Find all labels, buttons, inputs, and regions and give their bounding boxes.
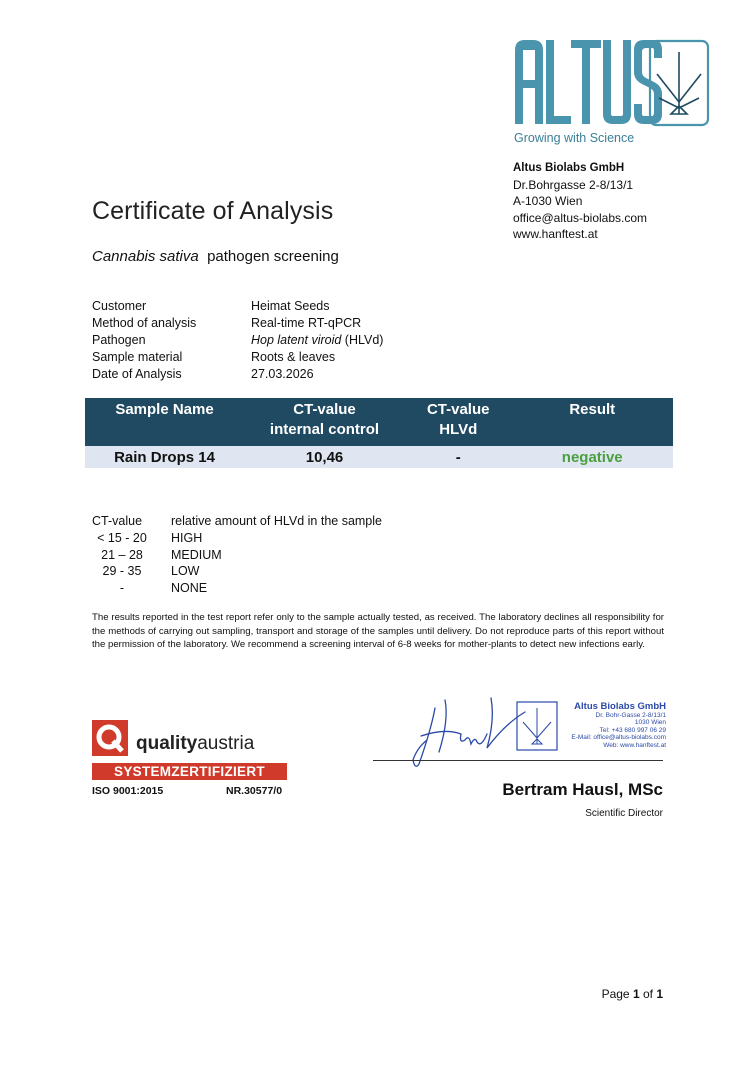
header-ct-hlvd: CT-value HLVd	[405, 398, 511, 446]
info-row-customer	[92, 298, 383, 315]
document-title: Certificate of Analysis	[92, 197, 334, 225]
legend-range: -	[119, 581, 125, 596]
info-value: Roots & leaves	[251, 350, 336, 364]
legend-desc: NONE	[171, 581, 208, 596]
stamp-line: Tel: +43 680 997 06 29	[599, 726, 666, 734]
stamp-text	[560, 701, 666, 749]
legend-range: 29 - 35	[102, 564, 142, 579]
page-number: Page 1 of 1	[601, 987, 663, 1001]
certificate-number: NR.30577/0	[226, 785, 283, 797]
cell-ct-internal: 10,46	[244, 446, 405, 468]
info-row-material	[92, 349, 383, 366]
info-label: Pathogen	[92, 333, 146, 347]
lab-address	[513, 160, 647, 243]
sample-info	[92, 298, 383, 383]
legend-desc: LOW	[171, 564, 200, 579]
quality-austria-name: qualityaustria	[136, 733, 255, 754]
legend-item	[92, 580, 382, 597]
info-label: Date of Analysis	[92, 367, 182, 381]
stamp-cannabis-icon	[523, 708, 551, 744]
legend-range: < 15 - 20	[97, 530, 147, 545]
signatory-name: Bertram Hausl, MSc	[502, 780, 663, 799]
stamp-line: 1030 Wien	[634, 719, 666, 727]
info-label: Sample material	[92, 350, 183, 364]
info-label: Customer	[92, 299, 147, 313]
info-label: Method of analysis	[92, 316, 197, 330]
legend-item	[92, 530, 382, 547]
table-row	[85, 446, 673, 468]
altus-wordmark	[515, 40, 662, 124]
q-letter-icon	[92, 720, 128, 756]
disclaimer-text: The results reported in the test report refer only to the sample actually tested, as received. The laboratory declines all responsibility for the methods of carrying out sampling, transport and storage of the samples until delivery. Do not reproduce parts of this report without the permission of the laboratory. We recommend a screening interval of 6-8 weeks for mother-plants to detect new infections early.	[92, 612, 664, 651]
info-value	[251, 332, 383, 349]
ct-legend	[92, 513, 382, 597]
stamp-line: Web: www.hanftest.at	[603, 741, 666, 749]
info-row-method	[92, 315, 383, 332]
info-value: Heimat Seeds	[251, 299, 330, 313]
lab-email[interactable]: office@altus-biolabs.com	[513, 210, 648, 225]
cell-sample-name: Rain Drops 14	[85, 446, 244, 468]
header-result: Result	[511, 398, 673, 446]
pathogen-italic: Hop latent viroid	[251, 333, 342, 347]
lab-city: A-1030 Wien	[513, 194, 583, 208]
stamp-line: Dr. Bohr-Gasse 2-8/13/1	[595, 712, 666, 719]
lab-web[interactable]: www.hanftest.at	[513, 227, 598, 241]
cell-result: negative	[511, 446, 673, 468]
legend-item	[92, 547, 382, 564]
lab-street: Dr.Bohrgasse 2-8/13/1	[513, 177, 634, 192]
legend-item	[92, 563, 382, 580]
document-subtitle	[92, 248, 339, 265]
info-row-pathogen	[92, 332, 383, 349]
pathogen-rest: (HLVd)	[341, 333, 384, 347]
cell-ct-hlvd: -	[405, 446, 511, 468]
signatory-role: Scientific Director	[585, 808, 663, 819]
legend-range: CT-value	[92, 514, 143, 528]
info-row-date	[92, 366, 383, 383]
info-value: 27.03.2026	[251, 367, 314, 381]
subtitle-species: Cannabis sativa	[92, 248, 199, 265]
legend-desc: relative amount of HLVd in the sample	[171, 514, 382, 528]
legend-desc: HIGH	[171, 530, 203, 545]
legend-header	[92, 513, 382, 530]
quality-austria-q-icon	[92, 720, 128, 756]
stamp-title: Altus Biolabs GmbH	[574, 701, 666, 712]
iso-standard: ISO 9001:2015	[92, 785, 164, 797]
table-header-row	[85, 398, 673, 446]
lab-name: Altus Biolabs GmbH	[513, 162, 625, 174]
subtitle-rest: pathogen screening	[207, 248, 339, 265]
signature-line	[373, 760, 663, 761]
stamp-line: E-Mail: office@altus-biolabs.com	[571, 734, 666, 742]
header-ct-internal: CT-value internal control	[244, 398, 405, 446]
legend-desc: MEDIUM	[171, 547, 222, 562]
certification-banner: SYSTEMZERTIFIZIERT	[92, 763, 287, 780]
results-table	[85, 398, 673, 468]
logo-tagline: Growing with Science	[514, 131, 635, 145]
info-value: Real-time RT-qPCR	[251, 316, 362, 330]
header-sample-name: Sample Name	[85, 398, 244, 446]
legend-range: 21 – 28	[101, 547, 143, 562]
